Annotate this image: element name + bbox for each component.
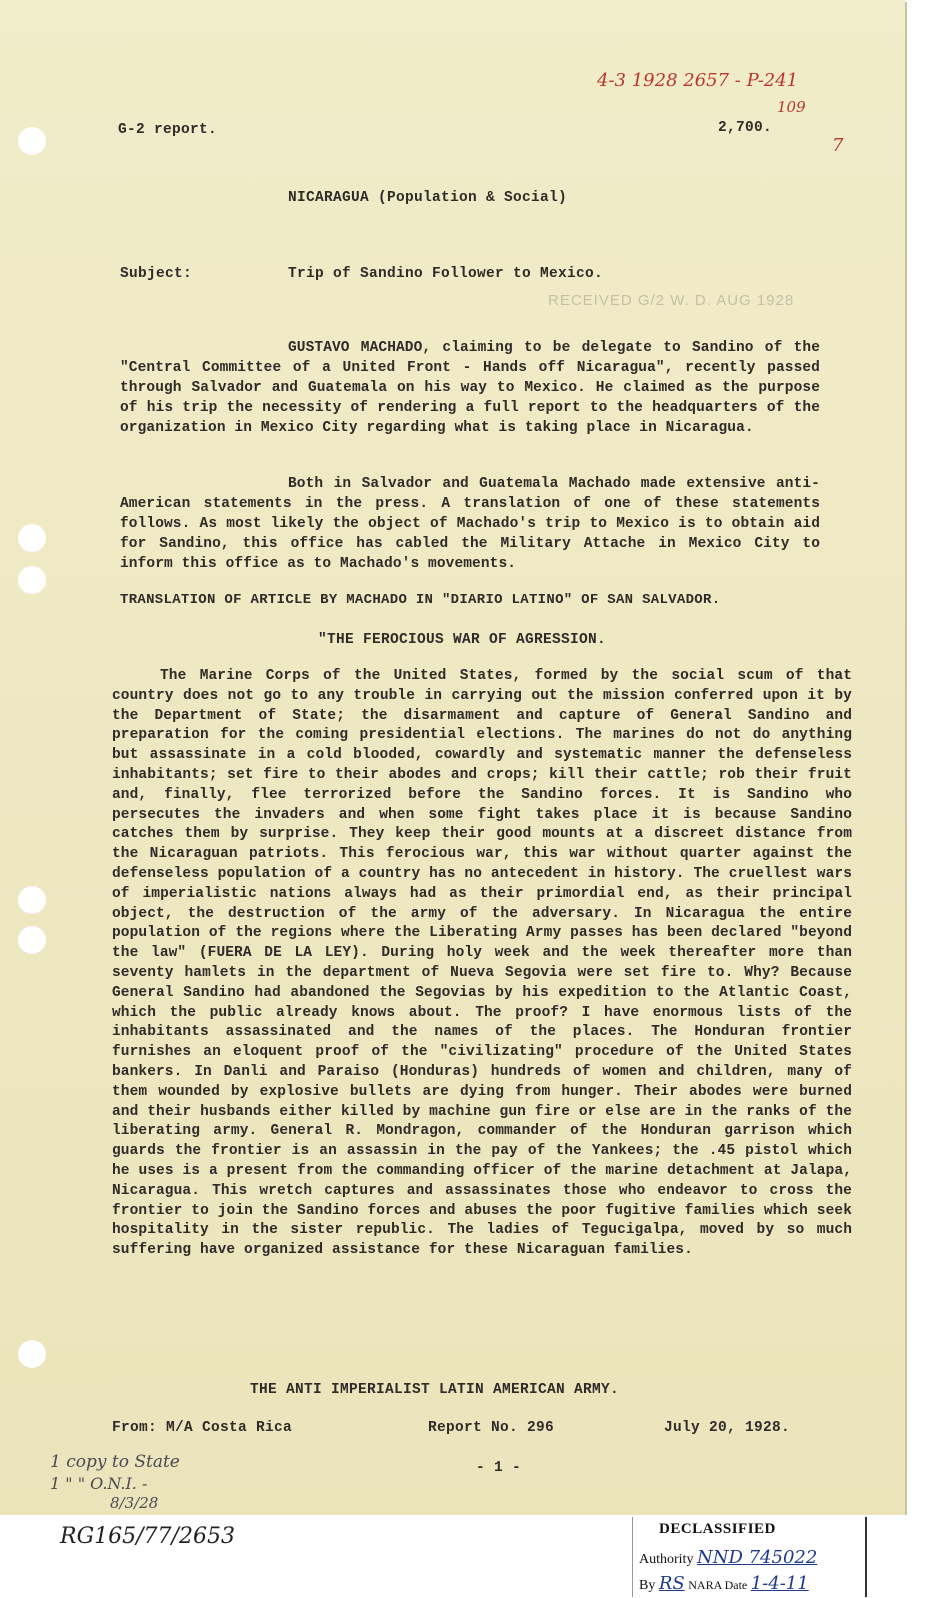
pencil-note-1: 1 copy to State bbox=[50, 1452, 180, 1472]
punch-hole bbox=[18, 1340, 46, 1368]
authority-value: NND 745022 bbox=[696, 1547, 818, 1568]
received-stamp: RECEIVED G/2 W. D. AUG 1928 bbox=[548, 292, 795, 309]
declassified-stamp bbox=[632, 1517, 867, 1597]
by-line bbox=[639, 1573, 809, 1594]
report-date: July 20, 1928. bbox=[664, 1420, 791, 1436]
red-sub-number: 109 bbox=[777, 98, 806, 116]
punch-hole bbox=[18, 926, 46, 954]
authority-line bbox=[639, 1547, 817, 1568]
nara-date-label: NARA Date bbox=[688, 1578, 748, 1592]
report-number: Report No. 296 bbox=[428, 1420, 555, 1436]
file-code: 2,700. bbox=[718, 120, 773, 136]
record-group-note: RG165/77/2653 bbox=[60, 1524, 235, 1549]
from-line: From: M/A Costa Rica bbox=[112, 1420, 293, 1436]
report-type: G-2 report. bbox=[118, 122, 218, 138]
article-signature: THE ANTI IMPERIALIST LATIN AMERICAN ARMY. bbox=[250, 1382, 620, 1398]
nara-date-value: 1-4-11 bbox=[750, 1573, 809, 1594]
document-title: NICARAGUA (Population & Social) bbox=[288, 190, 568, 206]
punch-hole bbox=[18, 566, 46, 594]
paragraph-1: GUSTAVO MACHADO, claiming to be delegate to Sandino of the "Central Committee of a United Front - Hands off Nicaragua", recently passed through Salvador and Guatemala on his way to Mexico. He claimed as the purpose of his trip the necessity of rendering a full report to the headquarters of the organization in Mexico City regarding what is taking place in Nicaragua. bbox=[120, 340, 820, 436]
pencil-note-3: 8/3/28 bbox=[110, 1494, 159, 1512]
subject-label: Subject: bbox=[120, 266, 193, 282]
article-text: The Marine Corps of the United States, formed by the social scum of that country does not go to any trouble in carrying out the mission conferred upon it by the Department of State; the disarmament and capture of General Sandino and preparation for the coming presidential elections. The marines do not do anything but assassinate in a cold blooded, cowardly and systematic manner the defenseless inhabitants; set fire to their abodes and crops; kill their cattle; rob their fruit and, finally, flee terrorized before the Sandino forces. It is Sandino who persecutes the invaders and when some fight takes place it is because Sandino catches them by surprise. They keep their good mounts at a discreet distance from the Nicaraguan patriots. This ferocious war, this war without quarter against the defenseless population of a country has no antecedent in history. The cruellest wars of imperialistic nations always had as their primordial end, as their principal object, the destruction of the army of the adversary. In Nicaragua the entire population of the regions where the Liberating Army passes has been declared "beyond the law" (FUERA DE LA LEY). During holy week and the week thereafter more than seventy hamlets in the department of Nueva Segovia were set fire to. Why? Because General Sandino had abandoned the Segovias by his expedition to the Atlantic Coast, which the public already knows about. The proof? I have enormous lists of the inhabitants assassinated and the names of the places. The Honduran frontier furnishes an eloquent proof of the "civilizating" procedure of the United States bankers. In Danli and Paraiso (Honduras) hundreds of women and children, many of them wounded by explosive bullets are dying from hunger. Their abodes were burned and their husbands either killed by machine gun fire or else are in the ranks of the liberating army. General R. Mondragon, commander of the Honduran garrison which guards the frontier is an assassin in the pay of the Yankees; the .45 pistol which he uses is a present from the commanding officer of the marine detachment at Jalapa, Nicaragua. This wretch captures and assassinates those who endeavor to cross the frontier to join the Sandino forces and abuses the poor fugitive families which seek hospitality in the sister republic. The ladies of Tegucigalpa, moved by so much suffering have organized assistance for these Nicaraguan families. bbox=[112, 668, 852, 1259]
page-number: - 1 - bbox=[476, 1460, 522, 1476]
punch-hole bbox=[18, 127, 46, 155]
red-page-mark: 7 bbox=[832, 135, 844, 156]
by-label: By bbox=[639, 1578, 656, 1593]
subject-text: Trip of Sandino Follower to Mexico. bbox=[288, 266, 604, 282]
translation-heading: TRANSLATION OF ARTICLE BY MACHADO IN "DIARIO LATINO" OF SAN SALVADOR. bbox=[120, 592, 721, 608]
paragraph-2: Both in Salvador and Guatemala Machado made extensive anti-American statements in the press. A translation of one of these statements follows. As most likely the object of Machado's trip to Mexico is to obtain aid for Sandino, this office has cabled the Military Attache in Mexico City to inform this office as to Machado's movements. bbox=[120, 476, 820, 572]
punch-hole bbox=[18, 524, 46, 552]
by-value: RS bbox=[658, 1573, 685, 1594]
pencil-note-2: 1 " " O.N.I. - bbox=[50, 1474, 148, 1493]
declassified-title: DECLASSIFIED bbox=[659, 1521, 776, 1537]
authority-label: Authority bbox=[639, 1552, 694, 1567]
punch-hole bbox=[18, 886, 46, 914]
red-file-number: 4-3 1928 2657 - P-241 bbox=[597, 70, 799, 91]
article-title: "THE FEROCIOUS WAR OF AGRESSION. bbox=[318, 632, 607, 648]
